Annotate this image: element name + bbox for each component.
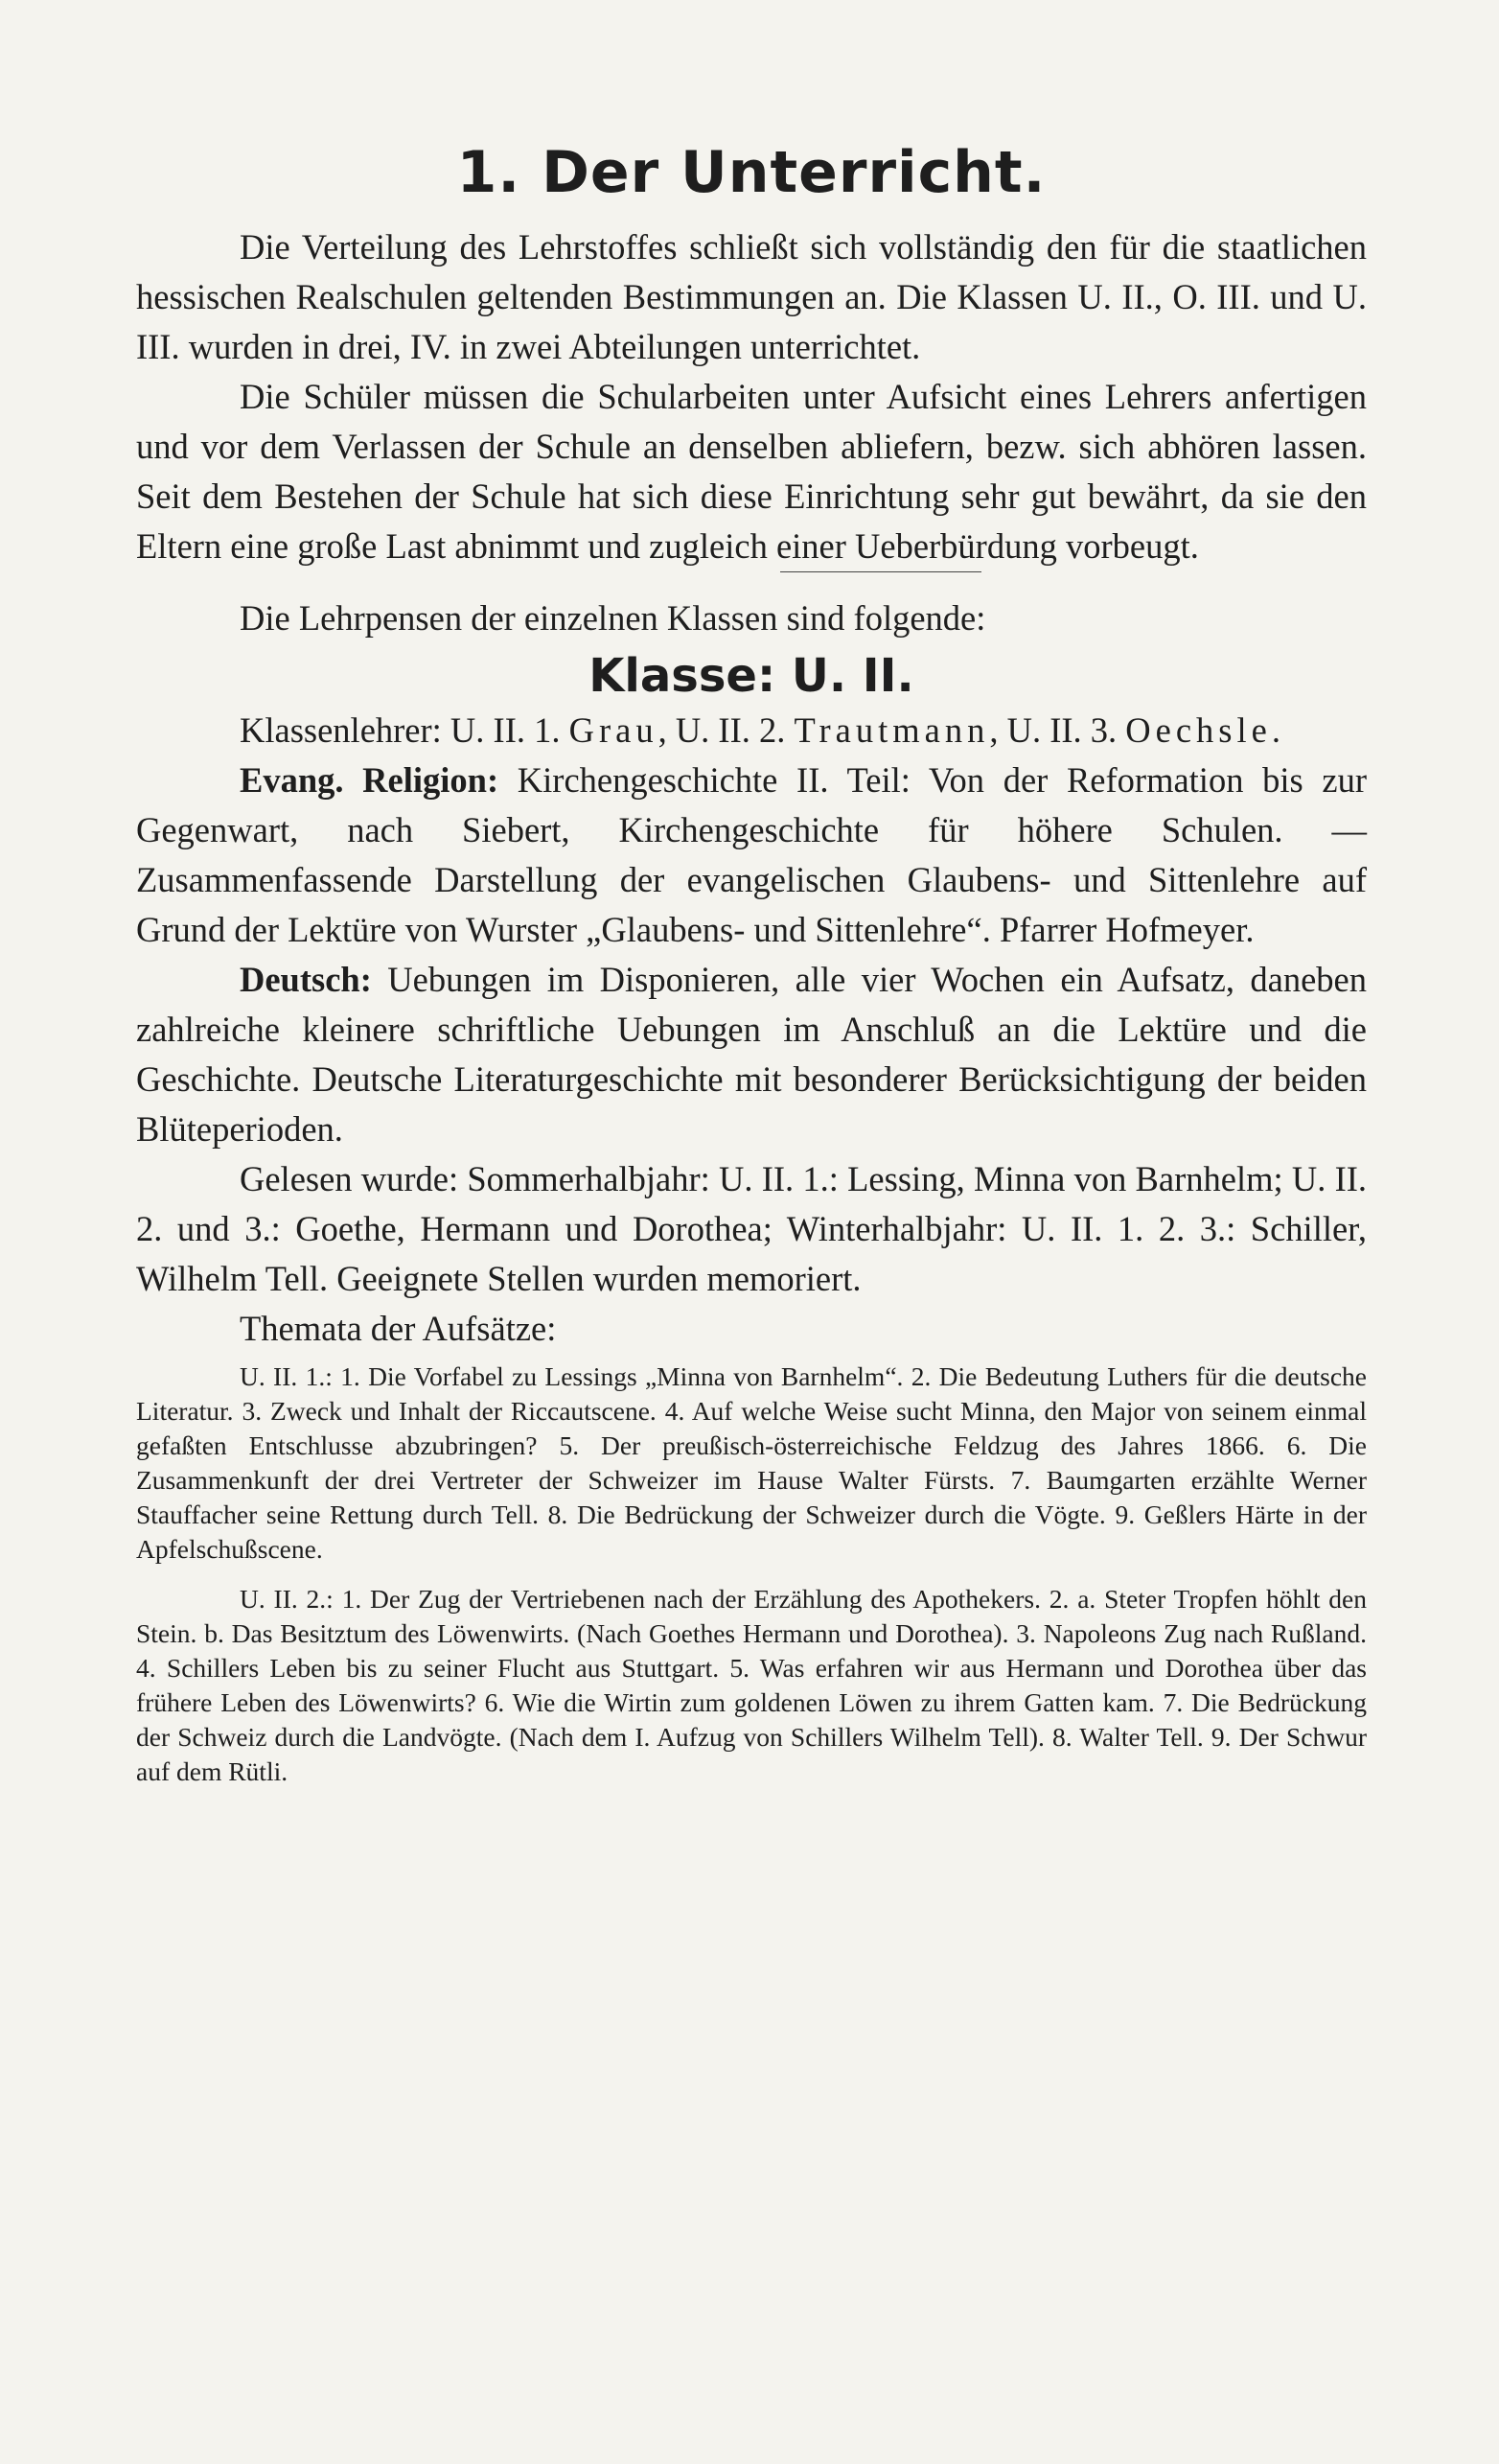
paragraph-distribution: Die Verteilung des Lehrstoffes schließt sich vollständig den für die staatlichen hessischen Realschulen geltenden Bestimmungen an. Die Klassen U. II., O. III. und U. III. wurden in drei, IV. in zwei Abteilungen unterrichtet.	[136, 227, 1367, 366]
deutsch-text: Uebungen im Disponieren, alle vier Wochen ein Aufsatz, daneben zahlreiche kleinere schriftliche Uebungen im Anschluß an die Lektüre und die Geschichte. Deutsche Literaturgeschichte mit besonderer Berücksichtigung der beiden Blüteperioden.	[136, 959, 1367, 1149]
religion-text: Kirchengeschichte II. Teil: Von der Reformation bis zur Gegenwart, nach Siebert, Kirchengeschichte für höhere Schulen. — Zusammenfassende Darstellung der evangelischen Glaubens- und Sittenlehre auf Grund der Lektüre von Wurster „Glaubens- und Sittenlehre“. Pfarrer Hofmeyer.	[136, 759, 1367, 949]
reading-list: Gelesen wurde: Sommerhalbjahr: U. II. 1.: Lessing, Minna von Barnhelm; U. II. 2. und 3.: Goethe, Hermann und Dorothea; Winterhalbjahr: U. II. 1. 2. 3.: Schiller, Wilhelm Tell. Geeignete Stellen wurden memoriert.	[136, 1158, 1367, 1298]
paragraph-curricula-intro: Die Lehrpensen der einzelnen Klassen sind folgende:	[240, 598, 986, 638]
deutsch-label: Deutsch:	[240, 959, 372, 999]
subject-religion	[136, 755, 1367, 955]
themata-list-u2-1: U. II. 1.: 1. Die Vorfabel zu Lessings „Minna von Barnhelm“. 2. Die Bedeutung Luthers für die deutsche Literatur. 3. Zweck und Inhalt der Riccautscene. 4. Auf welche Weise sucht Minna, den Major von seinem einmal gefaßten Entschlusse abzubringen? 5. Der preußisch-österreichische Feldzug des Jahres 1866. 6. Die Zusammenkunft der drei Vertreter der Schweizer im Hause Walter Fürsts. 7. Baumgarten erzählte Werner Stauffacher seine Rettung durch Tell. 8. Die Bedrückung der Schweizer durch die Vögte. 9. Geßlers Härte in der Apfelschußscene.	[136, 1360, 1367, 1564]
class-heading: Klasse: U. II.	[588, 649, 914, 703]
paragraph-homework: Die Schüler müssen die Schularbeiten unter Aufsicht eines Lehrers anfertigen und vor dem Verlassen der Schule an denselben abliefern, bezw. sich abhören lassen. Seit dem Bestehen der Schule hat sich diese Einrichtung sehr gut bewährt, da sie den Eltern eine große Last abnimmt und zugleich einer Ueberbürdung vorbeugt.	[136, 377, 1367, 566]
class-teachers	[136, 706, 1367, 755]
teachers-end: .	[1271, 709, 1280, 750]
subject-deutsch	[136, 955, 1367, 1154]
teachers-mid2: , U. II. 3.	[989, 709, 1118, 750]
teacher-oechsle: Oechsle	[1125, 709, 1272, 750]
teachers-prefix: Klassenlehrer: U. II. 1.	[240, 709, 561, 750]
teacher-trautmann: Trautmann	[794, 709, 990, 750]
religion-label: Evang. Religion:	[240, 759, 499, 800]
separator-rule	[780, 571, 981, 572]
section-heading: 1. Der Unterricht.	[456, 139, 1047, 206]
teachers-mid: , U. II. 2.	[657, 709, 786, 750]
teacher-grau: Grau	[568, 709, 658, 750]
themata-label: Themata der Aufsätze:	[240, 1308, 557, 1348]
themata-list-u2-2: U. II. 2.: 1. Der Zug der Vertriebenen nach der Erzählung des Apothekers. 2. a. Steter Tropfen höhlt den Stein. b. Das Besitztum des Löwenwirts. (Nach Goethes Hermann und Dorothea). 3. Napoleons Zug nach Rußland. 4. Schillers Leben bis zu seiner Flucht aus Stuttgart. 5. Was erfahren wir aus Hermann und Dorothea über das frühere Leben des Löwenwirts? 6. Wie die Wirtin zum goldenen Löwen zu ihrem Gatten kam. 7. Die Bedrückung der Schweiz durch die Landvögte. (Nach dem I. Aufzug von Schillers Wilhelm Tell). 8. Walter Tell. 9. Der Schwur auf dem Rütli.	[136, 1583, 1367, 1786]
